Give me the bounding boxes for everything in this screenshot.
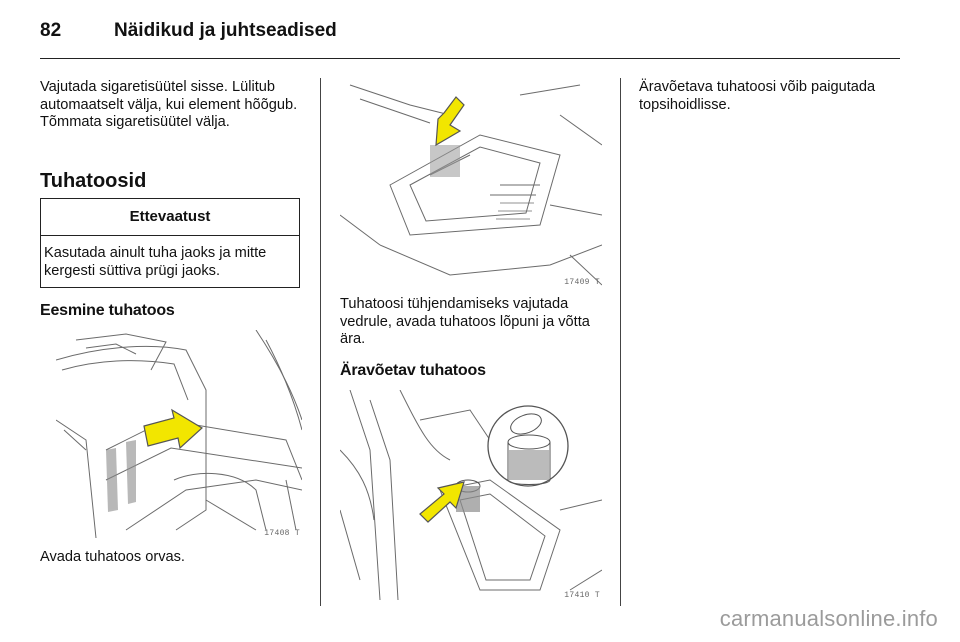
figure-removable-ashtray	[340, 390, 602, 600]
figure-ashtray-open	[340, 75, 602, 287]
caption-open-ashtray: Avada tuhatoos orvas.	[40, 549, 185, 565]
empty-ashtray-paragraph: Tuhatoosi tühjendamiseks vajutada vedrule, avada tuhatoos lõpuni ja võtta ära.	[340, 296, 590, 347]
header-rule	[40, 58, 900, 59]
arrow-icon	[420, 482, 464, 522]
caution-text: Kasutada ainult tuha jaoks ja mitte kergesti süttiva prügi jaoks.	[44, 245, 267, 279]
illustration-removable-ashtray	[340, 390, 602, 600]
page-number: 82	[40, 20, 62, 41]
figure-id: 17408 T	[264, 529, 300, 538]
illustration-front-ashtray	[56, 330, 302, 538]
intro-paragraph: Vajutada sigaretisüütel sisse. Lülitub automaatselt välja, kui element hõõgub. Tõmmata sigaretisüütel välja.	[40, 79, 298, 130]
figure-id-top: 17409 T	[564, 278, 600, 287]
arrow-icon	[144, 410, 202, 448]
page-title: Näidikud ja juhtseadised	[114, 20, 337, 41]
caution-box	[40, 198, 300, 288]
column-divider-right	[620, 78, 621, 606]
arrow-icon	[436, 97, 464, 145]
illustration-ashtray-open	[340, 75, 602, 287]
watermark: carmanualsonline.info	[719, 606, 938, 631]
section-heading-ashtrays: Tuhatoosid	[40, 170, 147, 192]
caution-title: Ettevaatust	[41, 199, 299, 236]
subheading-removable-ashtray: Äravõetav tuhatoos	[340, 362, 486, 379]
figure-id-bottom: 17410 T	[564, 591, 600, 600]
column-divider-left	[320, 78, 321, 606]
cupholder-paragraph: Äravõetava tuhatoosi võib paigutada topsihoidlisse.	[639, 79, 876, 113]
subheading-front-ashtray: Eesmine tuhatoos	[40, 302, 175, 319]
figure-front-ashtray	[56, 330, 302, 538]
